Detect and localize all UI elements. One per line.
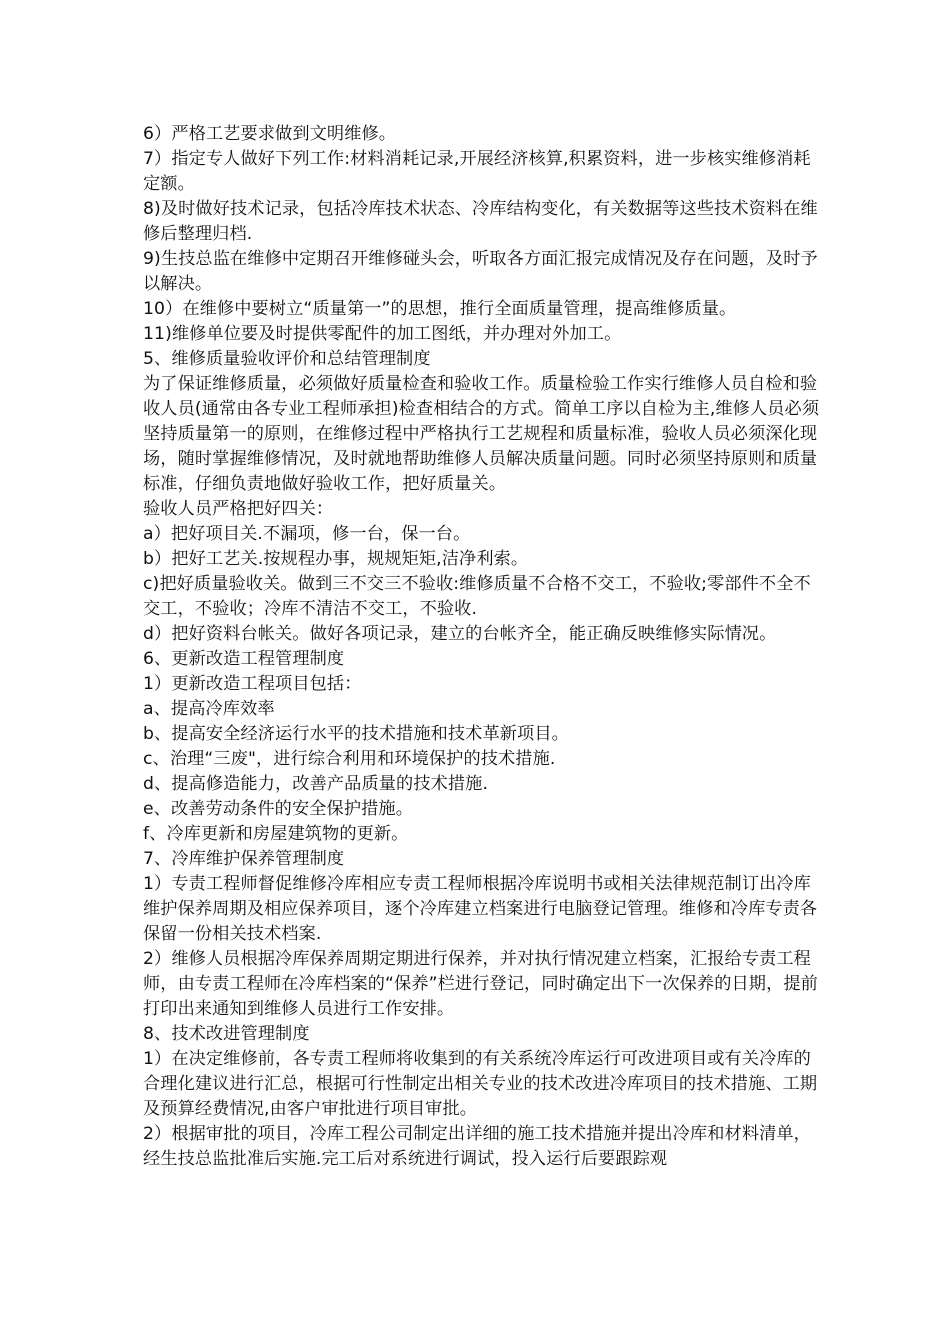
paragraph-item-10: 10）在维修中要树立“质量第一”的思想，推行全面质量管理，提高维修质量。 — [143, 299, 737, 319]
four-checks-heading: 验收人员严格把好四关： — [143, 499, 334, 519]
section-heading-6: 6、更新改造工程管理制度 — [143, 649, 345, 669]
paragraph-item-6: 6）严格工艺要求做到文明维修。 — [143, 124, 397, 144]
check-item-d: d）把好资料台帐关。做好各项记录，建立的台帐齐全，能正确反映维修实际情况。 — [143, 624, 777, 644]
renovation-item-d: d、提高修造能力，改善产品质量的技术措施. — [143, 774, 489, 794]
maintenance-item-1: 1）专责工程师督促维修冷库相应专责工程师根据冷库说明书或相关法律规范制订出冷库维护保养周期及相应保养项目，逐个冷库建立档案进行电脑登记管理。维修和冷库专责各保留一份相关技术档案. — [143, 874, 818, 944]
section-heading-7: 7、冷库维护保养管理制度 — [143, 849, 345, 869]
check-item-a: a）把好项目关.不漏项，修一台，保一台。 — [143, 524, 471, 544]
improvement-item-2: 2）根据审批的项目，冷库工程公司制定出详细的施工技术措施并提出冷库和材料清单，经生技总监批准后实施.完工后对系统进行调试，投入运行后要跟踪观 — [143, 1124, 811, 1169]
renovation-item-c: c、治理“三废"，进行综合利用和环境保护的技术措施. — [143, 749, 556, 769]
renovation-item-b: b、提高安全经济运行水平的技术措施和技术革新项目。 — [143, 724, 569, 744]
paragraph-item-8: 8)及时做好技术记录，包括冷库技术状态、冷库结构变化，有关数据等这些技术资料在维修后整理归档. — [143, 199, 818, 244]
section-heading-5: 5、维修质量验收评价和总结管理制度 — [143, 349, 431, 369]
renovation-item-e: e、改善劳动条件的安全保护措施。 — [143, 799, 413, 819]
renovation-item-f: f、冷库更新和房屋建筑物的更新。 — [143, 824, 409, 844]
document-body — [143, 122, 823, 1172]
check-item-b: b）把好工艺关.按规程办事，规规矩矩,洁净利索。 — [143, 549, 529, 569]
section-5-body: 为了保证维修质量，必须做好质量检查和验收工作。质量检验工作实行维修人员自检和验收人员(通常由各专业工程师承担)检查相结合的方式。简单工序以自检为主,维修人员必须坚持质量第一的原则，在维修过程中严格执行工艺规程和质量标准，验收人员必须深化现场，随时掌握维修情况，及时就地帮助维修人员解决质量问题。同时必须坚持原则和质量标准，仔细负责地做好验收工作，把好质量关。 — [143, 374, 820, 494]
paragraph-item-11: 11)维修单位要及时提供零配件的加工图纸，并办理对外加工。 — [143, 324, 622, 344]
paragraph-item-7: 7）指定专人做好下列工作:材料消耗记录,开展经济核算,积累资料，进一步核实维修消耗定额。 — [143, 149, 811, 194]
renovation-items-heading: 1）更新改造工程项目包括： — [143, 674, 362, 694]
improvement-item-1: 1）在决定维修前，各专责工程师将收集到的有关系统冷库运行可改进项目或有关冷库的合理化建议进行汇总，根据可行性制定出相关专业的技术改进冷库项目的技术措施、工期及预算经费情况,由客户审批进行项目审批。 — [143, 1049, 818, 1119]
section-heading-8: 8、技术改进管理制度 — [143, 1024, 310, 1044]
renovation-item-a: a、提高冷库效率 — [143, 699, 275, 719]
check-item-c: c)把好质量验收关。做到三不交三不验收:维修质量不合格不交工，不验收;零部件不全不交工，不验收；冷库不清洁不交工，不验收. — [143, 574, 811, 619]
maintenance-item-2: 2）维修人员根据冷库保养周期定期进行保养，并对执行情况建立档案，汇报给专责工程师，由专责工程师在冷库档案的“保养”栏进行登记，同时确定出下一次保养的日期，提前打印出来通知到维修人员进行工作安排。 — [143, 949, 818, 1019]
paragraph-item-9: 9)生技总监在维修中定期召开维修碰头会，听取各方面汇报完成情况及存在问题，及时予以解决。 — [143, 249, 818, 294]
